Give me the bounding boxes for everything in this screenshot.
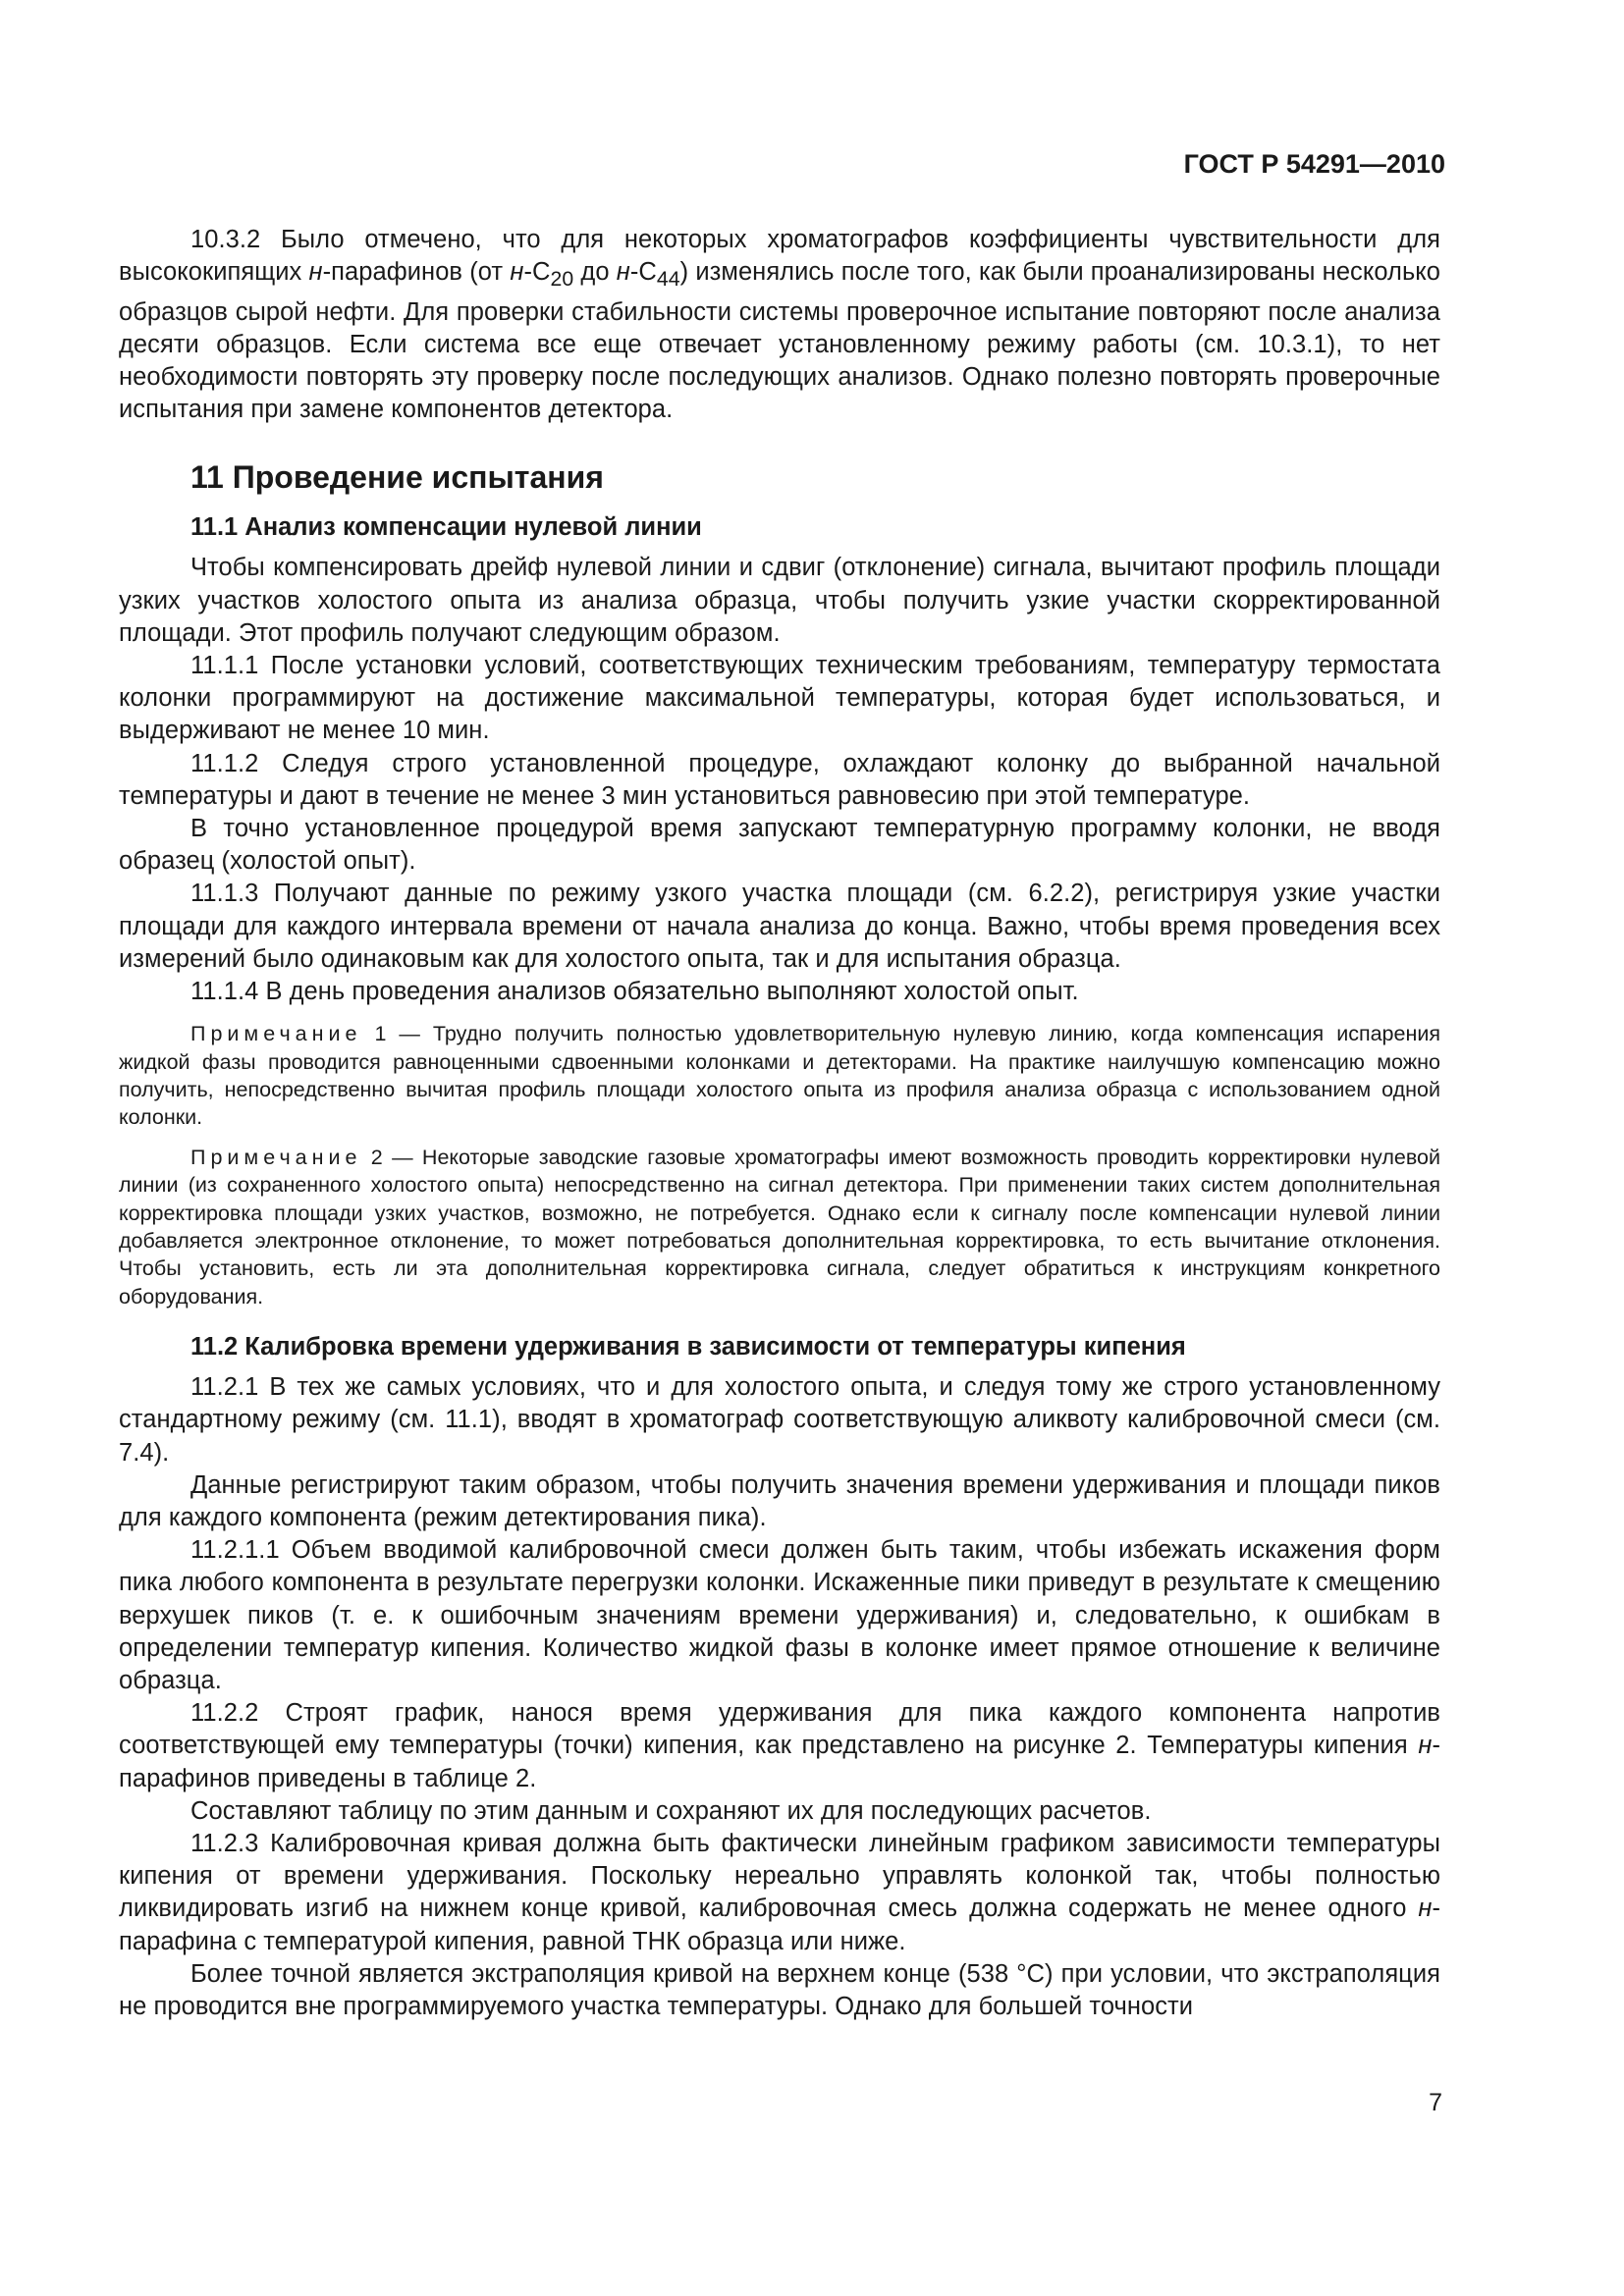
italic-n: н	[510, 258, 524, 287]
paragraph-11-1-intro: Чтобы компенсировать дрейф нулевой линии и сдвиг (отклонение) сигнала, вычитают профиль площади узких участков холостого опыта из анализа образца, чтобы получить узкие участки скорректированной площади. Этот профиль получают следующим образом.	[119, 554, 1440, 647]
paragraph-11-1-1: 11.1.1 После установки условий, соответствующих техническим требованиям, температуру термостата колонки программируют на достижение максимальной температуры, которая будет использоваться, и выдерживают не менее 10 мин.	[119, 651, 1440, 745]
text-segment: 11.2.3 Калибровочная кривая должна быть фактически линейным графиком зависимости температуры кипения от времени удерживания. Поскольку нереально управлять колонкой так, чтобы полностью ликвидировать изгиб на нижнем конце кривой, калибровочная смесь должна содержать не менее одного	[119, 1830, 1440, 1923]
paragraph-11-2-2	[119, 1697, 1440, 1795]
subscript-44: 44	[656, 267, 680, 292]
text-segment: -C	[629, 258, 657, 287]
paragraph-11-2-1-1: 11.2.1.1 Объем вводимой калибровочной смеси должен быть таким, чтобы избежать искажения форм пика любого компонента в результате перегрузки колонки. Искаженные пики приведут в результате к смещению верхушек пиков (т. е. к ошибочным значениям времени удерживания) и, следовательно, к ошибкам в определении температур кипения. Количество жидкой фазы в колонке имеет прямое отношение к величине образца.	[119, 1536, 1440, 1695]
text-segment: 11.2.2 Строят график, нанося время удерживания для пика каждого компонента напротив соответствующей ему температуры (точки) кипения, как представлено на рисунке 2. Температуры кипения	[119, 1699, 1440, 1760]
text-segment: -парафинов приведены в таблице 2.	[119, 1732, 1440, 1792]
note-1-body: 1 — Трудно получить полностью удовлетворительную нулевую линию, когда компенсация испарения жидкой фазы проводится равноценными сдвоенными колонками и детекторами. На практике наилучшую компенсацию можно получить, непосредственно вычитая профиль площади холостого опыта из профиля анализа образца с использованием одной колонки.	[119, 1022, 1440, 1130]
italic-n: н	[616, 258, 630, 287]
note-label: Примечание	[190, 1022, 362, 1046]
text-segment: ) изменялись после того, как были проанализированы несколько образцов сырой нефти. Для проверки стабильности системы проверочное испытание повторяют после анализа десяти образцов. Если система все еще отвечает установленному режиму работы (см. 10.3.1), то нет необходимости повторять эту проверку после последующих анализов. Однако полезно повторять проверочные испытания при замене компонентов детектора.	[119, 258, 1441, 424]
text-segment: 10.3.2 Было отмечено, что для некоторых хроматографов коэффициенты чувствительности для высококипящих	[119, 226, 1440, 287]
paragraph-11-1-2: 11.1.2 Следуя строго установленной процедуре, охлаждают колонку до выбранной начальной температуры и дают в течение не менее 3 мин установиться равновесию при этой температуре.	[119, 749, 1440, 810]
text-segment: -C	[523, 258, 551, 287]
paragraph-11-2-2b: Составляют таблицу по этим данным и сохраняют их для последующих расчетов.	[190, 1796, 1152, 1825]
text-segment: до	[573, 258, 617, 287]
note-1	[119, 1020, 1440, 1132]
italic-n: н	[308, 258, 323, 287]
italic-n: н	[1418, 1732, 1433, 1760]
paragraph-11-2-1b: Данные регистрируют таким образом, чтобы получить значения времени удерживания и площади пиков для каждого компонента (режим детектирования пика).	[119, 1470, 1440, 1532]
subscript-20: 20	[550, 267, 574, 292]
paragraph-11-1-3: 11.1.3 Получают данные по режиму узкого участка площади (см. 6.2.2), регистрируя узкие участки площади для каждого интервала времени от начала анализа до конца. Важно, чтобы время проведения всех измерений было одинаковым как для холостого опыта, так и для испытания образца.	[119, 880, 1440, 973]
document-body	[119, 224, 1440, 2023]
note-label: Примечание	[190, 1145, 362, 1169]
paragraph-11-1-4: 11.1.4 В день проведения анализов обязательно выполняют холостой опыт.	[190, 977, 1079, 1005]
section-11-1-heading: 11.1 Анализ компенсации нулевой линии	[190, 513, 702, 542]
paragraph-11-1-2b: В точно установленное процедурой время запускают температурную программу колонки, не вводя образец (холостой опыт).	[119, 814, 1440, 876]
paragraph-11-2-1: 11.2.1 В тех же самых условиях, что и для холостого опыта, и следуя тому же строго установленному стандартному режиму (см. 11.1), вводят в хроматограф соответствующую аликвоту калибровочной смеси (см. 7.4).	[119, 1373, 1440, 1467]
note-2-body: 2 — Некоторые заводские газовые хроматографы имеют возможность проводить корректировки нулевой линии (из сохраненного холостого опыта) непосредственно на сигнал детектора. При применении таких систем дополнительная корректировка площади узких участков, возможно, не потребуется. Однако если к сигналу после компенсации нулевой линии добавляется электронное отклонение, то может потребоваться дополнительная корректировка, то есть вычитание отклонения. Чтобы установить, есть ли эта дополнительная корректировка сигнала, следует обратиться к инструкциям конкретного оборудования.	[119, 1145, 1440, 1308]
paragraph-10-3-2	[119, 224, 1440, 426]
document-code-header: ГОСТ Р 54291—2010	[1183, 149, 1445, 179]
text-segment: -парафинов (от	[322, 258, 511, 287]
paragraph-11-2-3	[119, 1828, 1440, 1958]
section-11-heading: 11 Проведение испытания	[190, 459, 604, 496]
section-11-2-heading: 11.2 Калибровка времени удерживания в зависимости от температуры кипения	[190, 1333, 1186, 1362]
note-2	[119, 1144, 1440, 1310]
page-number: 7	[1429, 2089, 1442, 2116]
italic-n: н	[1418, 1895, 1433, 1923]
text-segment: -парафина с температурой кипения, равной ТНК образца или ниже.	[119, 1895, 1440, 1955]
paragraph-last: Более точной является экстраполяция кривой на верхнем конце (538 °C) при условии, что экстраполяция не проводится вне программируемого участка температуры. Однако для большей точности	[119, 1959, 1440, 2021]
